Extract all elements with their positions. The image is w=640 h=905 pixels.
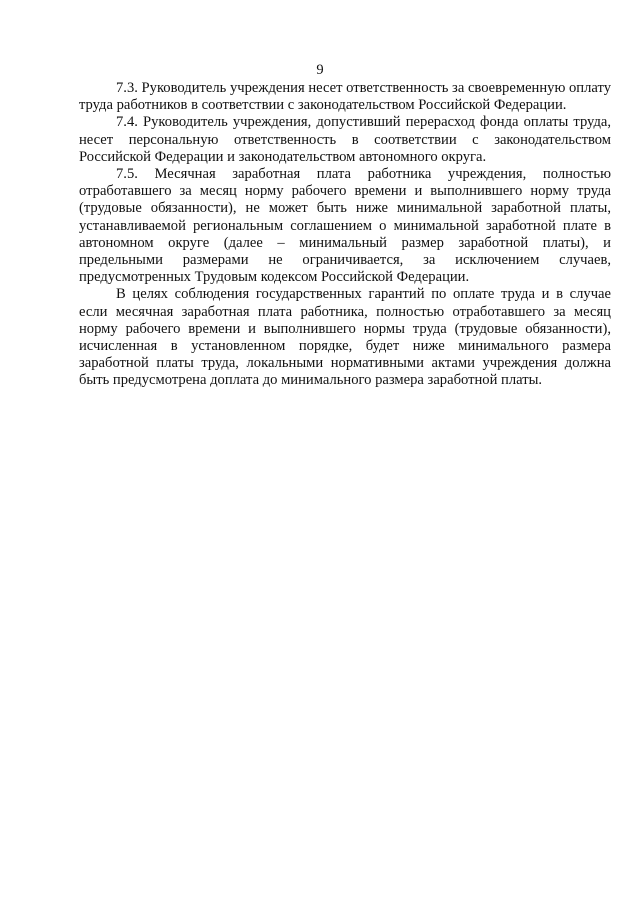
paragraph-minimum-wage-supplement: В целях соблюдения государственных гарантий по оплате труда и в случае если месячная заработная плата работника, полностью отработавшего за месяц норму рабочего времени и выполнившего нормы труда (трудовые обязанности), исчисленная в установленном порядке, будет ниже минимального размера заработной платы труда, локальными нормативными актами учреждения должна быть предусмотрена доплата до минимального размера заработной платы. [79, 286, 611, 389]
document-body [79, 80, 611, 390]
paragraph-7-4: 7.4. Руководитель учреждения, допустивший перерасход фонда оплаты труда, несет персональную ответственность в соответствии с законодательством Российской Федерации и законодательством автономного округа. [79, 114, 611, 165]
page-number: 9 [316, 62, 324, 78]
paragraph-7-5: 7.5. Месячная заработная плата работника учреждения, полностью отработавшего за месяц норму рабочего времени и выполнившего норму труда (трудовые обязанности), не может быть ниже минимальной заработной платы, устанавливаемой региональным соглашением о минимальной заработной плате в автономном округе (далее – минимальный размер заработной платы), и предельными размерами не ограничивается, за исключением случаев, предусмотренных Трудовым кодексом Российской Федерации. [79, 166, 611, 286]
paragraph-7-3: 7.3. Руководитель учреждения несет ответственность за своевременную оплату труда работников в соответствии с законодательством Российской Федерации. [79, 80, 611, 114]
